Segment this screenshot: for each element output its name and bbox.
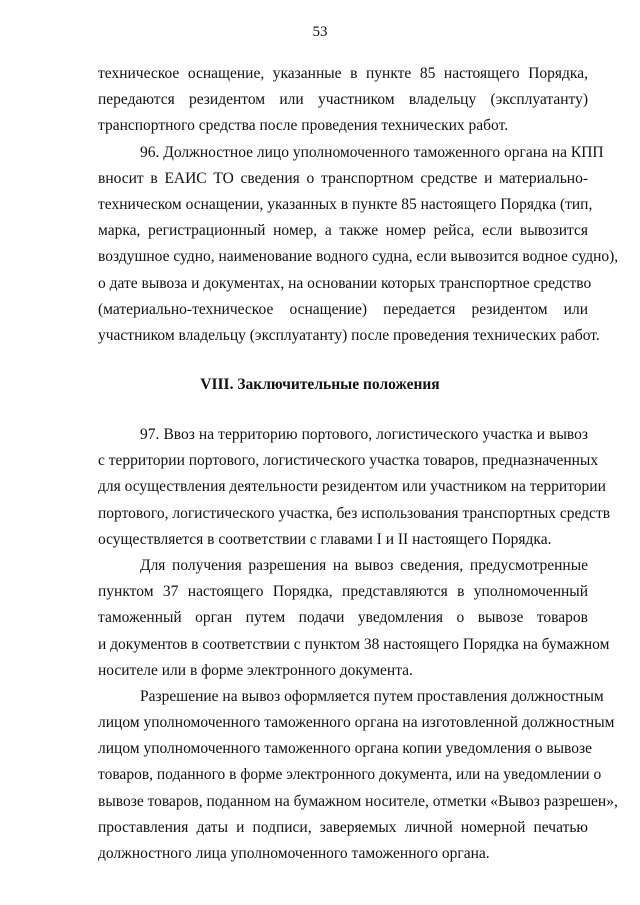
text-line: транспортного средства после проведения технических работ. (98, 117, 509, 135)
text-line: Для получения разрешения на вывоз сведения, предусмотренные (140, 556, 588, 574)
text-line: вывозе товаров, поданном на бумажном носителе, отметки «Вывоз разрешен», (98, 792, 618, 810)
text-line: осуществляется в соответствии с главами I и II настоящего Порядка. (98, 530, 552, 548)
text-line: Разрешение на вывоз оформляется путем проставления должностным (140, 687, 604, 705)
text-line: лицом уполномоченного таможенного органа копии уведомления о вывозе (98, 740, 593, 758)
text-line: для осуществления деятельности резидентом или участником на территории (98, 478, 606, 496)
section-heading: VIII. Заключительные положения (200, 376, 440, 393)
text-line: 96. Должностное лицо уполномоченного таможенного органа на КПП (140, 143, 604, 161)
text-line: носителе или в форме электронного документа. (98, 661, 413, 679)
paragraph-block-bottom (98, 422, 618, 867)
text-line: техническое оснащение, указанные в пункте 85 настоящего Порядка, (98, 65, 588, 82)
text-line: (материально-техническое оснащение) передается резидентом или (98, 300, 588, 318)
text-line: лицом уполномоченного таможенного органа на изготовленной должностным (98, 714, 615, 732)
paragraph-block-top (98, 61, 619, 349)
page-number: 53 (312, 24, 328, 40)
text-line: должностного лица уполномоченного таможенного органа. (98, 845, 490, 862)
text-line: таможенный орган путем подачи уведомления о вывозе товаров (98, 609, 588, 627)
text-line: пунктом 37 настоящего Порядка, представляются в уполномоченный (98, 583, 588, 601)
text-line: портового, логистического участка, без использования транспортных средств (98, 504, 611, 522)
text-line: проставления даты и подписи, заверяемых личной номерной печатью (98, 818, 588, 836)
text-line: участником владельцу (эксплуатанту) после проведения технических работ. (98, 326, 600, 344)
text-line: воздушное судно, наименование водного судна, если вывозится водное судно), (98, 248, 619, 266)
text-line: передаются резидентом или участником владельцу (эксплуатанту) (98, 91, 588, 109)
text-line: и документов в соответствии с пунктом 38 настоящего Порядка на бумажном (98, 635, 610, 653)
text-line: марка, регистрационный номер, а также номер рейса, если вывозится (98, 222, 588, 240)
text-line: техническом оснащении, указанных в пункте 85 настоящего Порядка (тип, (98, 195, 593, 213)
text-line: вносит в ЕАИС ТО сведения о транспортном средстве и материально- (98, 169, 588, 187)
text-line: о дате вывоза и документах, на основании которых транспортное средство (98, 274, 592, 292)
text-line: с территории портового, логистического участка товаров, предназначенных (98, 452, 599, 470)
text-line: 97. Ввоз на территорию портового, логистического участка и вывоз (140, 426, 588, 443)
text-line: товаров, поданного в форме электронного документа, или на уведомлении о (98, 766, 602, 784)
